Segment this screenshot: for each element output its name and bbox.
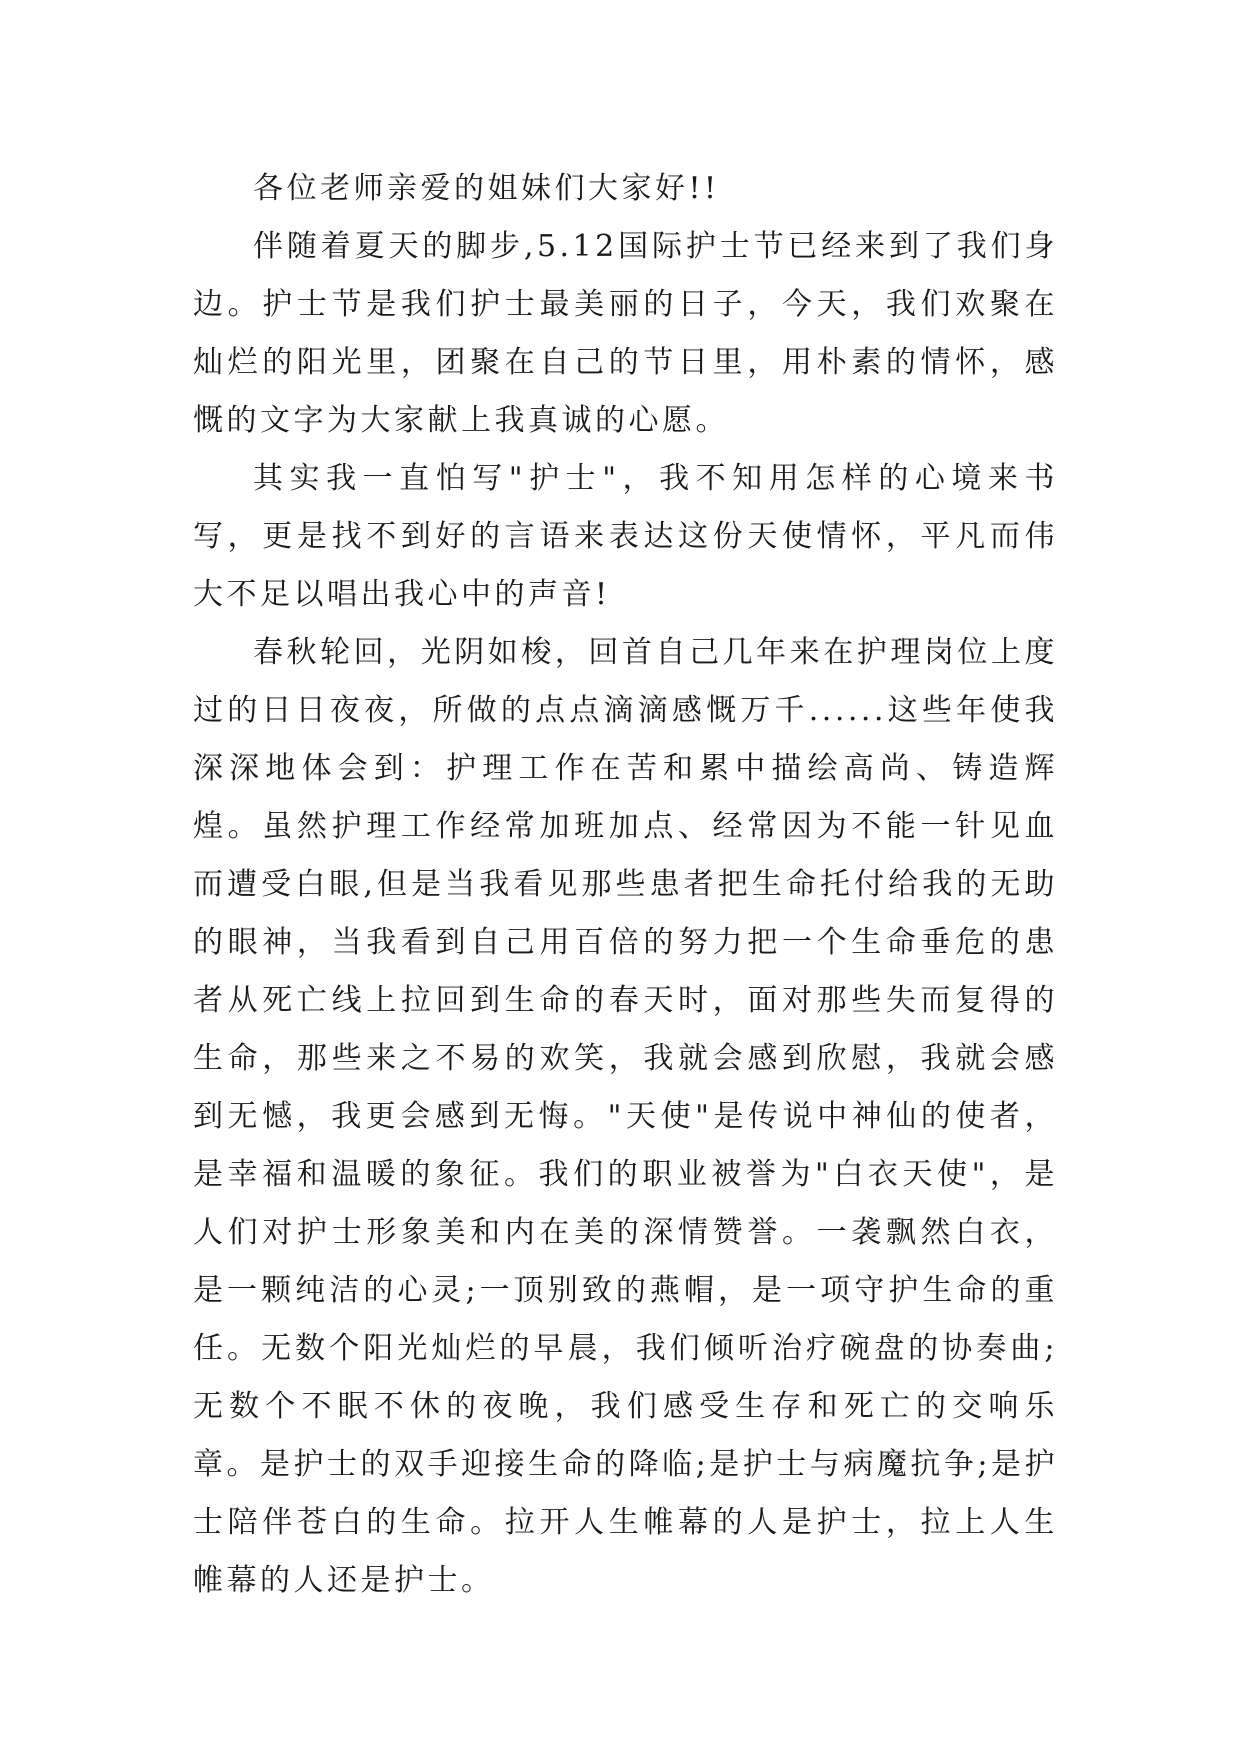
paragraph-reflection: 春秋轮回，光阴如梭，回首自己几年来在护理岗位上度过的日日夜夜，所做的点点滴滴感慨万千......这些年使我深深地体会到：护理工作在苦和累中描绘高尚、铸造辉煌。虽然护理工作经常加班加点、经常因为不能一针见血而遭受白眼,但是当我看见那些患者把生命托付给我的无助的眼神，当我看到自己用百倍的努力把一个生命垂危的患者从死亡线上拉回到生命的春天时，面对那些失而复得的生命，那些来之不易的欢笑，我就会感到欣慰，我就会感到无憾，我更会感到无悔。"天使"是传说中神仙的使者，是幸福和温暖的象征。我们的职业被誉为"白衣天使"，是人们对护士形象美和内在美的深情赞誉。一袭飘然白衣，是一颗纯洁的心灵;一顶别致的燕帽，是一项守护生命的重任。无数个阳光灿烂的早晨，我们倾听治疗碗盘的协奏曲;无数个不眠不休的夜晚，我们感受生存和死亡的交响乐章。是护士的双手迎接生命的降临;是护士与病魔抗争;是护士陪伴苍白的生命。拉开人生帷幕的人是护士，拉上人生帷幕的人还是护士。 bbox=[193, 635, 1058, 1598]
document-body bbox=[193, 160, 1058, 1610]
paragraph-nurses-day: 伴随着夏天的脚步,5.12国际护士节已经来到了我们身边。护士节是我们护士最美丽的日子，今天，我们欢聚在灿烂的阳光里，团聚在自己的节日里，用朴素的情怀，感慨的文字为大家献上我真诚的心愿。 bbox=[193, 229, 1058, 438]
paragraph-writing-nurses: 其实我一直怕写"护士"，我不知用怎样的心境来书写，更是找不到好的言语来表达这份天使情怀，平凡而伟大不足以唱出我心中的声音! bbox=[193, 461, 1058, 612]
paragraph-greeting: 各位老师亲爱的姐妹们大家好!! bbox=[253, 171, 720, 206]
